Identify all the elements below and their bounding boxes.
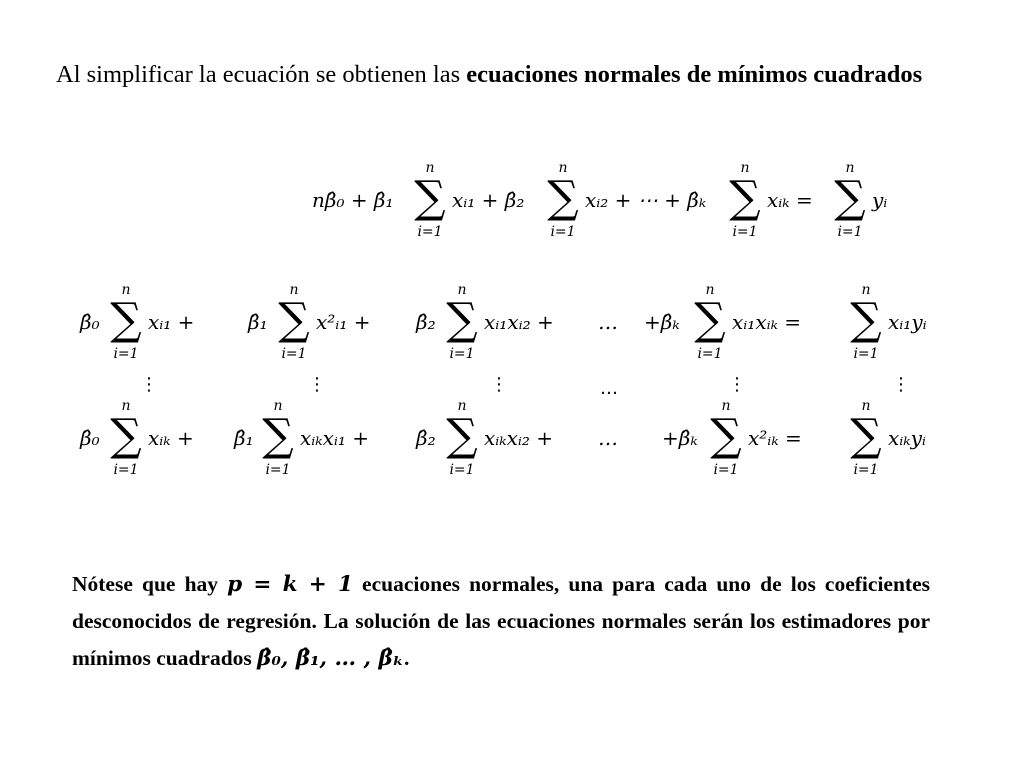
- sum-lower: i=1: [113, 346, 139, 362]
- eq3-term-1: xᵢₖ +: [148, 426, 194, 450]
- sum-upper: n: [121, 282, 131, 298]
- sum-upper: n: [558, 160, 568, 176]
- eq2-term-2: x²ᵢ₁ +: [316, 310, 371, 334]
- eq3-coef-3: β̂₂: [416, 426, 436, 450]
- sigma-symbol: ∑: [834, 172, 866, 223]
- sum-upper: n: [740, 160, 750, 176]
- sum-upper: n: [721, 398, 731, 414]
- eq2-term-4: xᵢ₁xᵢₖ =: [732, 310, 802, 334]
- sigma-symbol: ∑: [446, 294, 478, 345]
- sum-lower: i=1: [837, 224, 863, 240]
- sigma-symbol: ∑: [729, 172, 761, 223]
- eq2-term-3: xᵢ₁xᵢ₂ +: [484, 310, 554, 334]
- eq3-coef-4: +β̂ₖ: [662, 426, 698, 450]
- sigma-symbol: ∑: [446, 410, 478, 461]
- vdots-1: ⋮: [140, 374, 158, 395]
- eq2-coef-1: β̂₀: [80, 310, 100, 334]
- eq3-term-3: xᵢₖxᵢ₂ +: [484, 426, 554, 450]
- eq3-ellipsis: …: [598, 426, 618, 450]
- vdots-5: ⋮: [892, 374, 910, 395]
- note-part-1: Nótese que hay: [72, 572, 228, 596]
- eq3-sum-2: [258, 398, 298, 478]
- eq3-coef-1: β̂₀: [80, 426, 100, 450]
- equation-row-2: [0, 282, 1024, 362]
- sum-lower: i=1: [113, 462, 139, 478]
- eq1-lhs-prefix: nβ̂₀ + β̂₁: [312, 188, 394, 212]
- eq3-sum-5: [846, 398, 886, 478]
- eq3-sum-1: [106, 398, 146, 478]
- eq2-term-1: xᵢ₁ +: [148, 310, 195, 334]
- eq1-term-2: xᵢ₂ + ⋯ + β̂ₖ: [585, 188, 707, 212]
- intro-paragraph: [56, 56, 956, 93]
- eq1-sum-1: [410, 160, 450, 240]
- eq1-sum-3: [725, 160, 765, 240]
- vdots-4: ⋮: [728, 374, 746, 395]
- sum-lower: i=1: [417, 224, 443, 240]
- hdots-middle: …: [600, 378, 618, 399]
- sum-lower: i=1: [281, 346, 307, 362]
- sum-upper: n: [425, 160, 435, 176]
- sum-lower: i=1: [550, 224, 576, 240]
- sum-upper: n: [861, 398, 871, 414]
- sum-upper: n: [845, 160, 855, 176]
- intro-text: Al simplificar la ecuación se obtienen las: [56, 61, 467, 88]
- eq2-sum-1: [106, 282, 146, 362]
- sum-lower: i=1: [265, 462, 291, 478]
- eq2-coef-4: +β̂ₖ: [644, 310, 680, 334]
- eq3-sum-4: [706, 398, 746, 478]
- eq1-sum-4: [830, 160, 870, 240]
- sum-upper: n: [861, 282, 871, 298]
- sum-upper: n: [273, 398, 283, 414]
- eq1-rhs: yᵢ: [872, 188, 888, 212]
- eq1-term-1: xᵢ₁ + β̂₂: [452, 188, 525, 212]
- sigma-symbol: ∑: [110, 410, 142, 461]
- eq2-sum-5: [846, 282, 886, 362]
- vdots-3: ⋮: [490, 374, 508, 395]
- eq1-term-3: xᵢₖ =: [767, 188, 813, 212]
- sigma-symbol: ∑: [850, 410, 882, 461]
- sum-lower: i=1: [697, 346, 723, 362]
- sum-lower: i=1: [732, 224, 758, 240]
- sum-lower: i=1: [853, 462, 879, 478]
- sigma-symbol: ∑: [414, 172, 446, 223]
- eq1-sum-2: [543, 160, 583, 240]
- sum-upper: n: [121, 398, 131, 414]
- sigma-symbol: ∑: [278, 294, 310, 345]
- sum-lower: i=1: [449, 462, 475, 478]
- equation-row-1: [0, 160, 1024, 240]
- note-math-1: p = k + 1: [227, 572, 353, 597]
- eq2-term-5: xᵢ₁yᵢ: [888, 310, 927, 334]
- sigma-symbol: ∑: [262, 410, 294, 461]
- eq2-ellipsis: …: [598, 310, 618, 334]
- eq3-coef-2: β̂₁: [234, 426, 254, 450]
- sigma-symbol: ∑: [850, 294, 882, 345]
- eq3-term-4: x²ᵢₖ =: [748, 426, 802, 450]
- eq3-sum-3: [442, 398, 482, 478]
- eq2-coef-2: β̂₁: [248, 310, 268, 334]
- sum-upper: n: [457, 282, 467, 298]
- sum-lower: i=1: [449, 346, 475, 362]
- sigma-symbol: ∑: [694, 294, 726, 345]
- eq2-coef-3: β̂₂: [416, 310, 436, 334]
- sigma-symbol: ∑: [547, 172, 579, 223]
- sum-upper: n: [289, 282, 299, 298]
- eq2-sum-2: [274, 282, 314, 362]
- vdots-2: ⋮: [308, 374, 326, 395]
- sigma-symbol: ∑: [110, 294, 142, 345]
- note-math-2: β̂₀, β̂₁, … , β̂ₖ: [257, 646, 404, 671]
- note-part-3: .: [404, 646, 410, 670]
- eq3-term-2: xᵢₖxᵢ₁ +: [300, 426, 370, 450]
- eq2-sum-3: [442, 282, 482, 362]
- sigma-symbol: ∑: [710, 410, 742, 461]
- note-part-2: ecuaciones normales, una para cada uno de los coeficientes desconocidos de regresión. La solución de las ecuaciones normales serán los estimadores por mínimos cuadrados: [72, 572, 930, 670]
- sum-upper: n: [457, 398, 467, 414]
- sum-upper: n: [705, 282, 715, 298]
- equation-row-3: [0, 398, 1024, 478]
- note-paragraph: [72, 566, 930, 677]
- sum-lower: i=1: [853, 346, 879, 362]
- intro-bold-text: ecuaciones normales de mínimos cuadrados: [466, 61, 923, 88]
- eq3-term-5: xᵢₖyᵢ: [888, 426, 926, 450]
- sum-lower: i=1: [713, 462, 739, 478]
- eq2-sum-4: [690, 282, 730, 362]
